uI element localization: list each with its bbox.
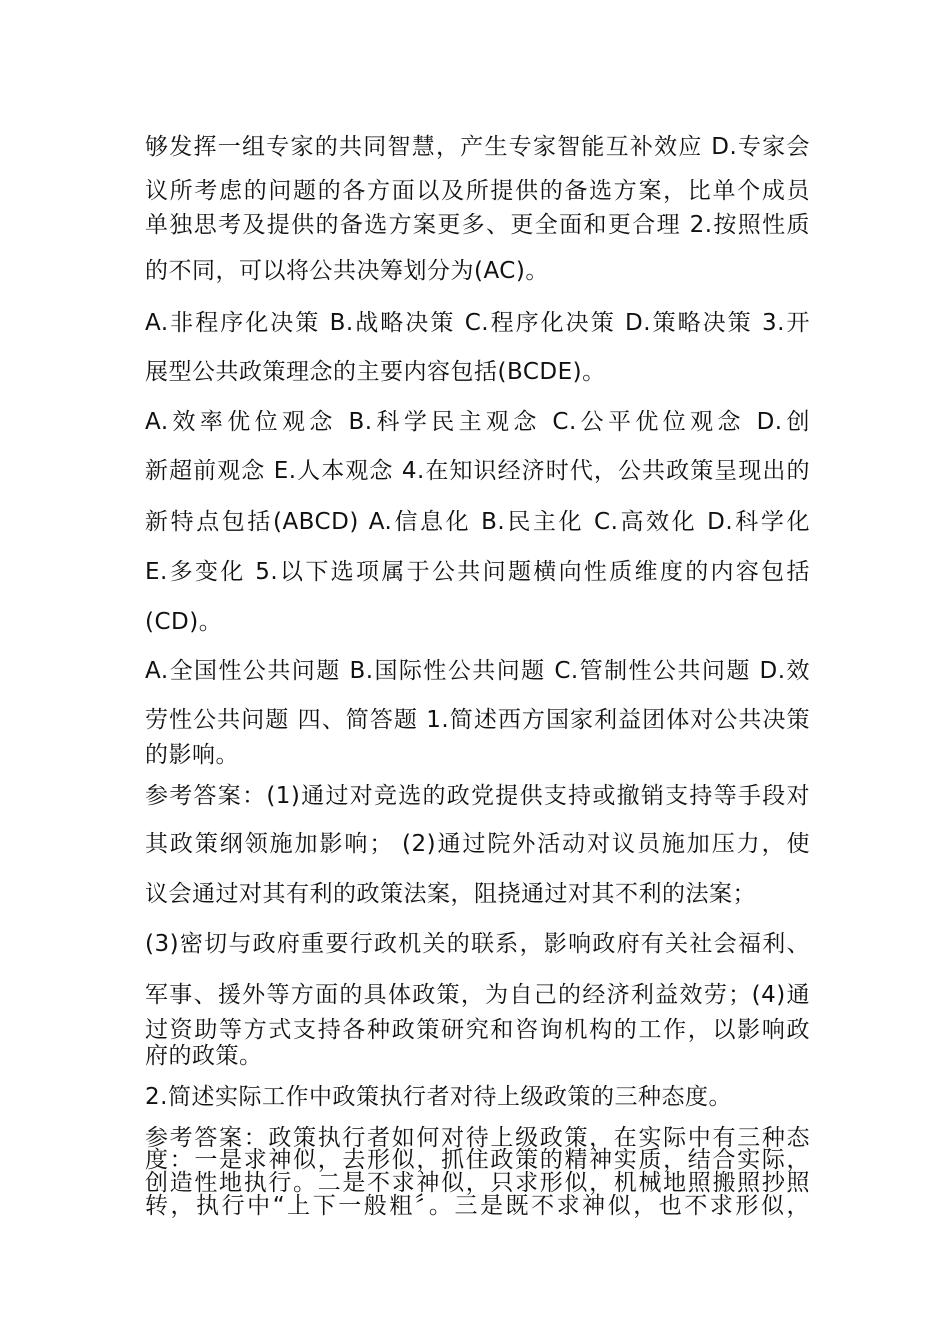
text-line: 议所考虑的问题的各方面以及所提供的备选方案，比单个成员 [145,178,810,204]
text-line: 参考答案：(1)通过对竞选的政党提供支持或撤销支持等手段对 [145,783,810,809]
text-line: 过资助等方式支持各种政策研究和咨询机构的工作，以影响政 [145,1017,810,1043]
text-line: 的影响。 [145,742,239,768]
text-line: 其政策纲领施加影响； (2)通过院外活动对议员施加压力，使 [145,831,810,857]
text-line: 劳性公共问题 四、简答题 1.简述西方国家利益团体对公共决策 [145,707,810,733]
text-line: (3)密切与政府重要行政机关的联系，影响政府有关社会福利、 [145,931,810,957]
text-line: 度：一是求神似，去形似，抓住政策的精神实质，结合实际， [145,1147,810,1173]
text-line: 新超前观念 E.人本观念 4.在知识经济时代，公共政策呈现出的 [145,458,810,484]
text-line: A.非程序化决策 B.战略决策 C.程序化决策 D.策略决策 3.开 [145,310,810,336]
text-line: 新特点包括(ABCD) A.信息化 B.民主化 C.高效化 D.科学化 [145,509,810,535]
text-line: 2.简述实际工作中政策执行者对待上级政策的三种态度。 [145,1084,732,1110]
text-line: 府的政策。 [145,1043,263,1069]
text-line: 议会通过对其有利的政策法案，阻挠通过对其不利的法案； [145,881,756,907]
text-line: 展型公共政策理念的主要内容包括(BCDE)。 [145,359,606,385]
text-line: A.效率优位观念 B.科学民主观念 C.公平优位观念 D.创 [145,409,810,435]
text-line: 创造性地执行。二是不求神似，只求形似，机械地照搬照抄照 [145,1170,810,1196]
text-line: 转，执行中“上下一般粗〞。三是既不求神似，也不求形似， [145,1193,810,1219]
text-line: 单独思考及提供的备选方案更多、更全面和更合理 2.按照性质 [145,212,810,238]
text-line: 的不同，可以将公共决筹划分为(AC)。 [145,258,549,284]
text-line: 参考答案：政策执行者如何对待上级政策，在实际中有三种态 [145,1125,810,1151]
text-line: 够发挥一组专家的共同智慧，产生专家智能互补效应 D.专家会 [145,134,810,160]
text-line: A.全国性公共问题 B.国际性公共问题 C.管制性公共问题 D.效 [145,658,810,684]
text-line: 军事、援外等方面的具体政策，为自己的经济利益效劳；(4)通 [145,982,810,1008]
text-line: E.多变化 5.以下选项属于公共问题横向性质维度的内容包括 [145,559,810,585]
text-line: (CD)。 [145,609,223,635]
